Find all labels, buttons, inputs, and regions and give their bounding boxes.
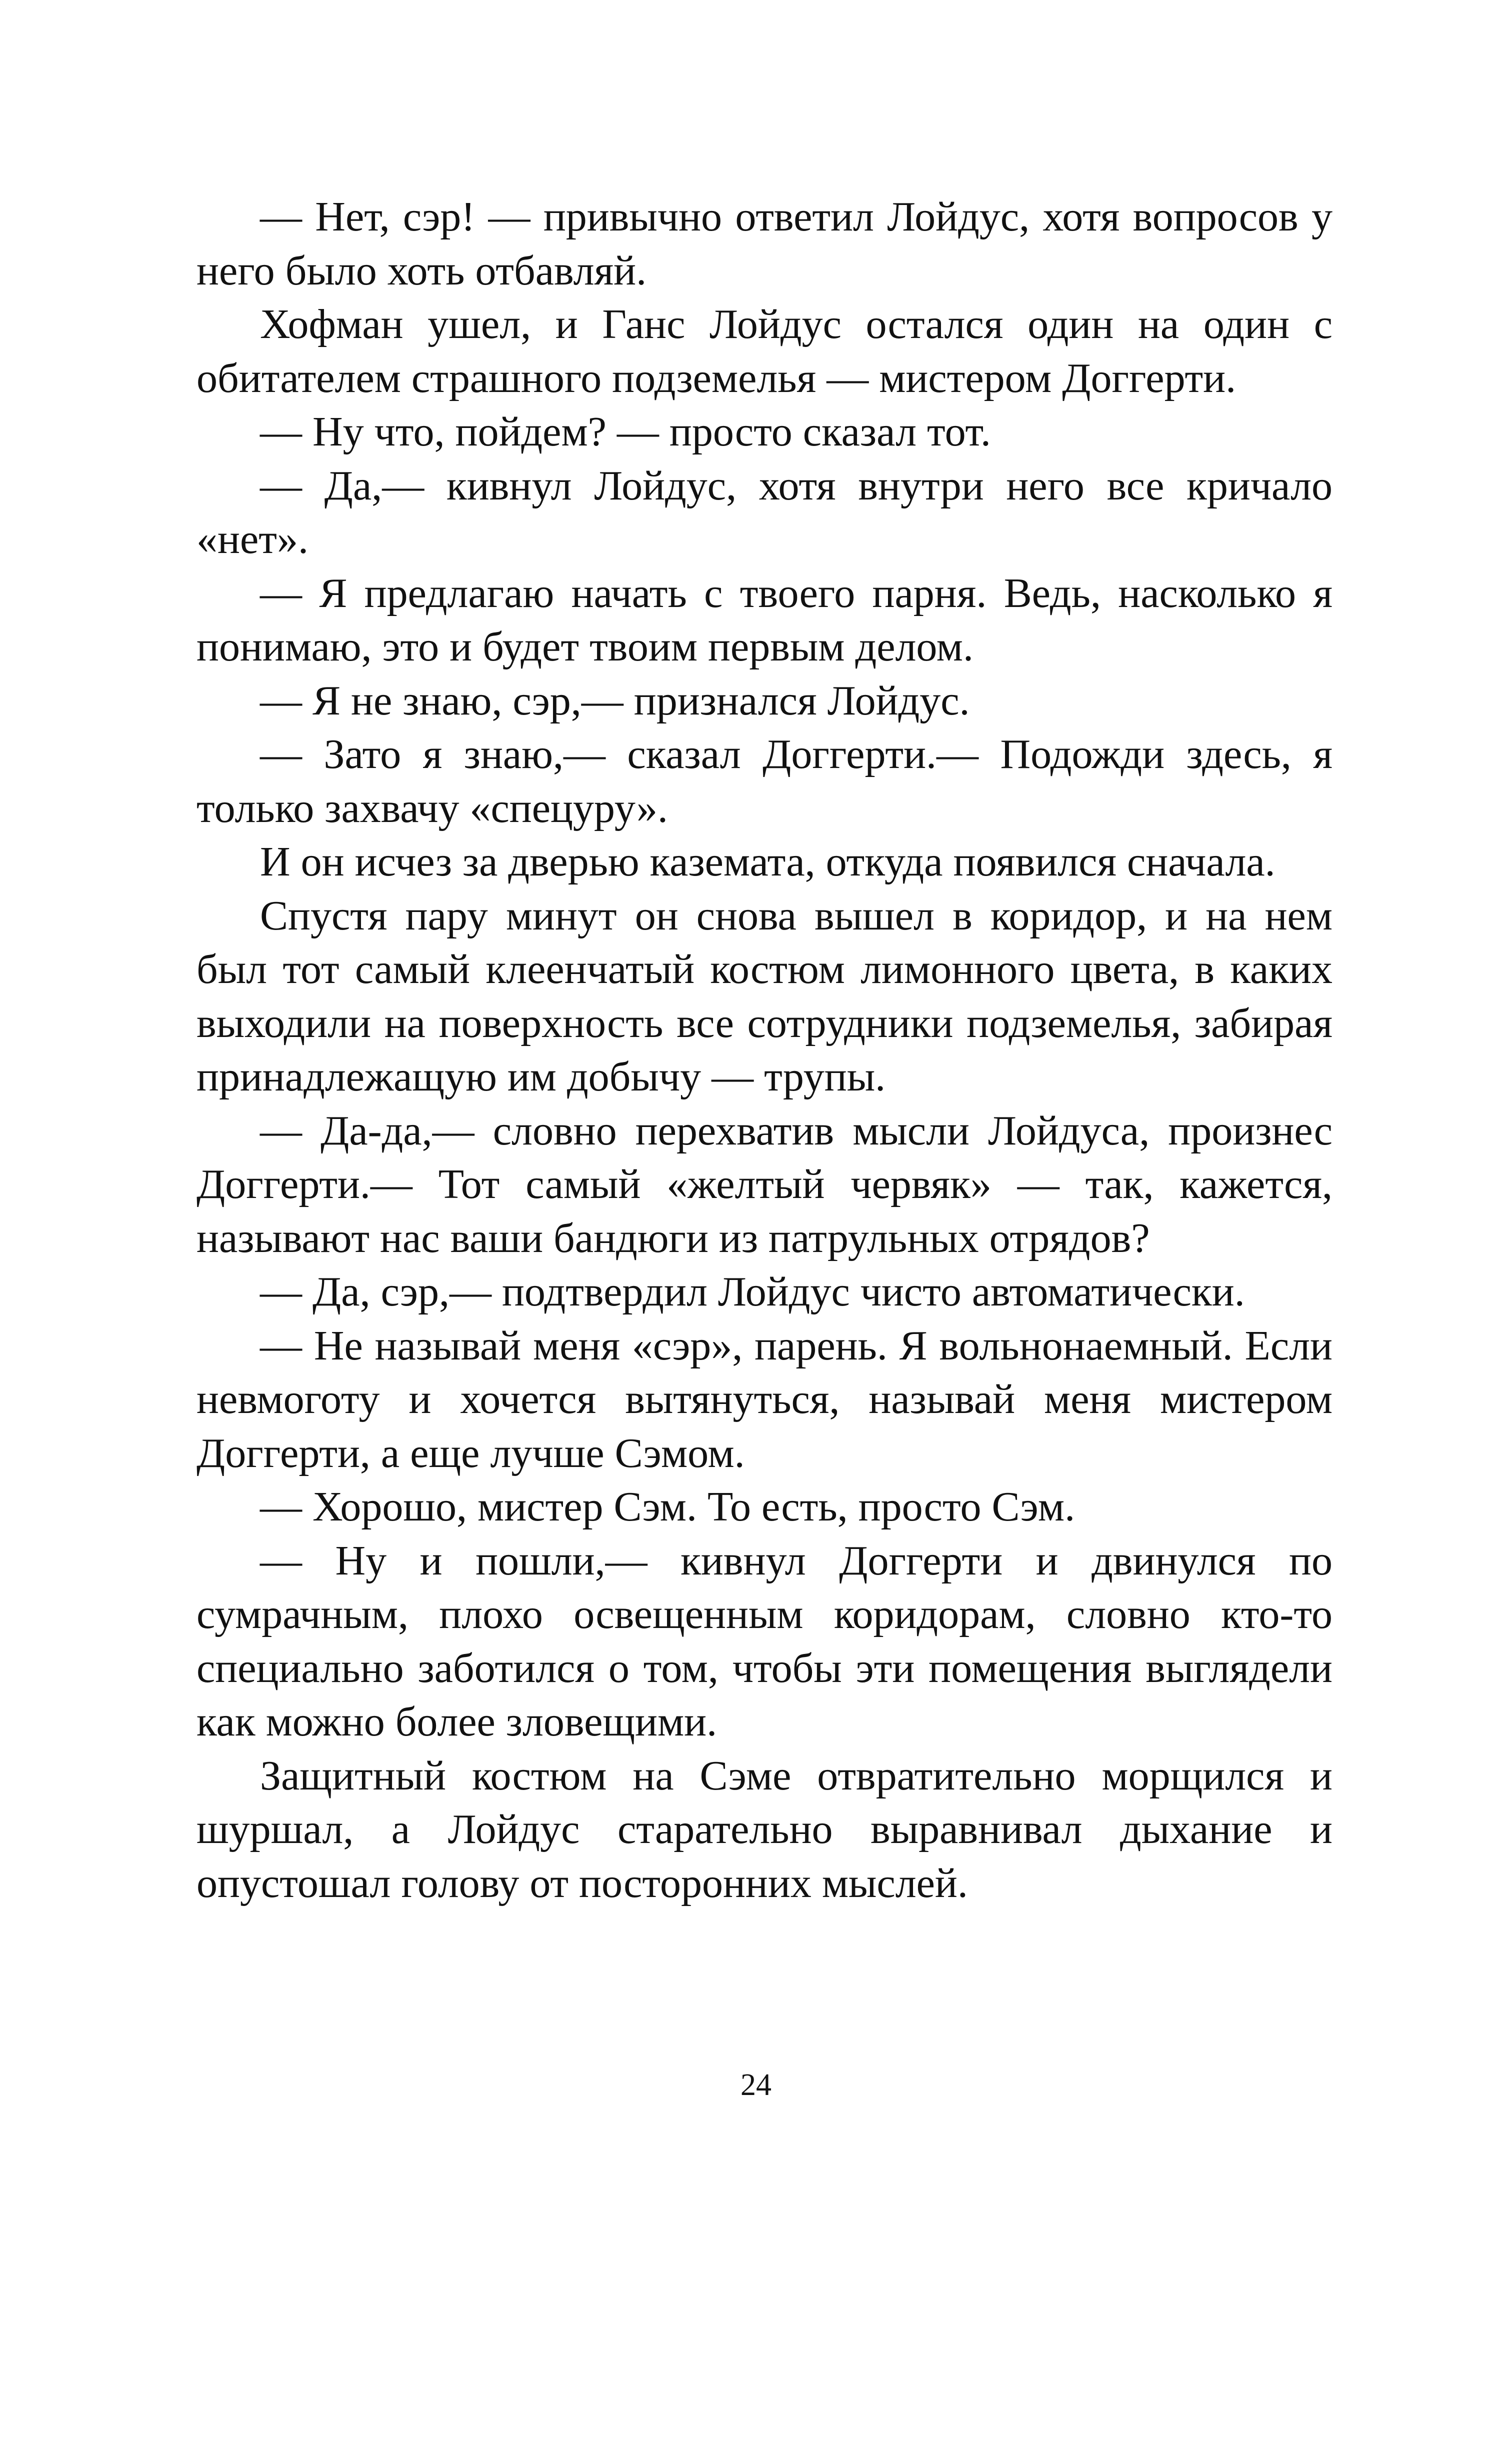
paragraph: Защитный костюм на Сэме отвратительно морщился и шуршал, а Лойдус старательно выравнивал дыхание и опустошал голову от посторонних мыслей. (196, 1752, 1332, 1906)
paragraph: — Не называй меня «сэр», парень. Я вольнонаемный. Если невмоготу и хочется вытянуться, называй меня мистером Доггерти, а еще лучше Сэмом. (196, 1322, 1332, 1476)
paragraph: Спустя пару минут он снова вышел в коридор, и на нем был тот самый клеенчатый костюм лимонного цвета, в каких выходили на поверхность все сотрудники подземелья, забирая принадлежащую им добычу — трупы. (196, 892, 1332, 1100)
paragraph: — Да-да,— словно перехватив мысли Лойдуса, произнес Доггерти.— Тот самый «желтый червяк» — так, кажется, называют нас ваши бандюги из патрульных отрядов? (196, 1107, 1332, 1262)
paragraph: Хофман ушел, и Ганс Лойдус остался один на один с обитателем страшного подземелья — мистером Доггерти. (196, 301, 1332, 402)
paragraph: — Хорошо, мистер Сэм. То есть, просто Сэм. (260, 1484, 1076, 1530)
paragraph: — Я не знаю, сэр,— признался Лойдус. (260, 677, 970, 724)
paragraph: — Зато я знаю,— сказал Доггерти.— Подожди здесь, я только захвачу «спецуру». (196, 731, 1332, 832)
paragraph: И он исчез за дверью каземата, откуда появился сначала. (260, 838, 1276, 885)
paragraph: — Да, сэр,— подтвердил Лойдус чисто автоматически. (260, 1268, 1245, 1315)
page-body-text (196, 190, 1332, 1910)
paragraph: — Да,— кивнул Лойдус, хотя внутри него все кричало «нет». (196, 462, 1332, 562)
paragraph: — Ну что, пойдем? — просто сказал тот. (260, 408, 991, 455)
paragraph: — Я предлагаю начать с твоего парня. Ведь, насколько я понимаю, это и будет твоим первым делом. (196, 570, 1332, 670)
paragraph: — Ну и пошли,— кивнул Доггерти и двинулся по сумрачным, плохо освещенным коридорам, словно кто-то специально заботился о том, чтобы эти помещения выглядели как можно более зловещими. (196, 1537, 1332, 1745)
page-number: 24 (740, 2068, 772, 2102)
paragraph: — Нет, сэр! — привычно ответил Лойдус, хотя вопросов у него было хоть отбавляй. (196, 194, 1332, 294)
